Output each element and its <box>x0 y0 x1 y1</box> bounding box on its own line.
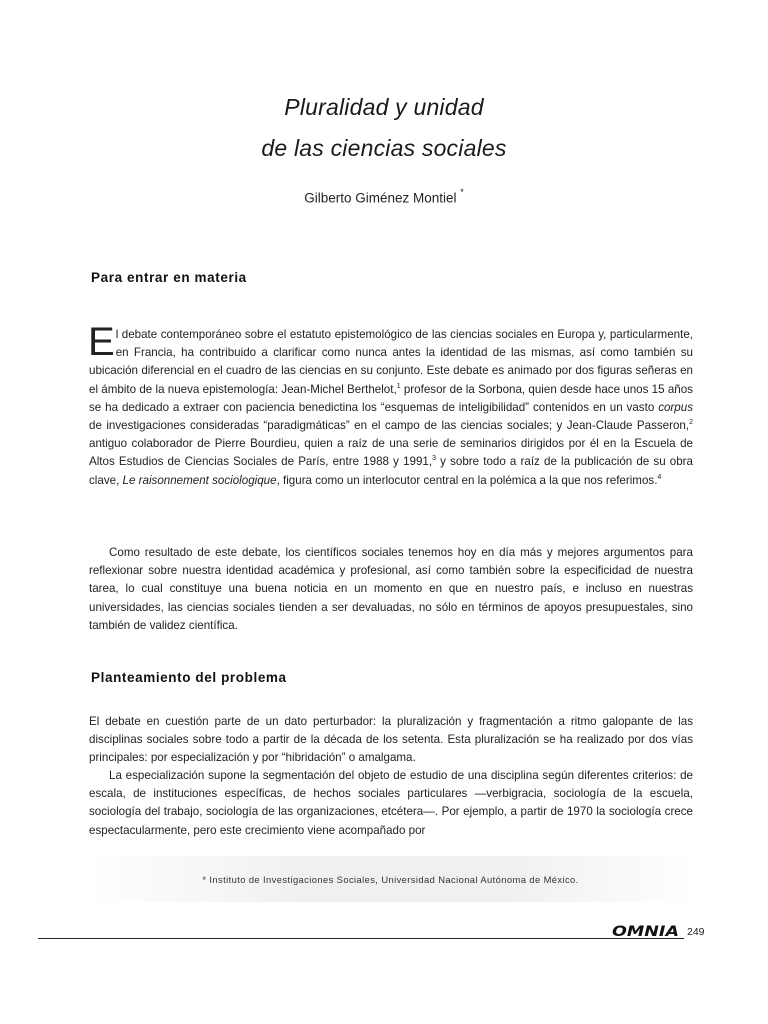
paragraph-3: El debate en cuestión parte de un dato perturbador: la pluralización y fragmentación a ritmo galopante de las disciplinas sociales sobre todo a partir de la década de los setenta. Esta pluralización se ha realizado por dos vías principales: por especialización y por “hibridación” o amalgama. <box>89 715 693 765</box>
paragraph-1-text-c: de investigaciones consideradas “paradigmáticas” en el campo de las ciencias sociales; y Jean-Claude Passeron, <box>89 419 690 433</box>
paragraph-4: La especialización supone la segmentación del objeto de estudio de una disciplina según diferentes criterios: de escala, de instituciones específicas, de hechos sociales particulares —verbigracia, sociología de la escuela, sociología del trabajo, sociología de las organizaciones, etcétera—. Por ejemplo, a partir de 1970 la sociología crece espectacularmente, pero este crecimiento viene acompañado por <box>89 769 693 837</box>
section-heading-problem: Planteamiento del problema <box>91 670 287 685</box>
footnote-ref-1[interactable]: 1 <box>396 382 401 390</box>
journal-logo: OMNIA <box>612 924 679 940</box>
paragraph-1-text-b: profesor de la Sorbona, quien desde hace unos 15 años se ha dedicado a extraer con paciencia benedictina los “esquemas de inteligibilidad” contenidos en un vasto <box>89 382 693 414</box>
author-footnote-mark: * <box>460 187 464 197</box>
author-name: Gilberto Giménez Montiel <box>304 190 457 206</box>
paragraph-1-text-d: antiguo colaborador de Pierre Bourdieu, quien a raíz de una serie de seminarios dirigidos por él en la Escuela de Altos Estudios de Ciencias Sociales de París, entre 1988 y 1991, <box>89 437 693 469</box>
footnote-ref-4[interactable]: 4 <box>657 473 662 481</box>
article-title-line-1: Pluralidad y unidad <box>284 94 484 120</box>
paragraph-1 <box>88 320 693 490</box>
book-title: Le raisonnement sociologique <box>122 473 277 487</box>
paragraph-1-text-f: , figura como un interlocutor central en la polémica a la que nos referimos. <box>276 473 658 487</box>
article-title-line-2: de las ciencias sociales <box>261 135 507 161</box>
paragraph-1-text-e: y sobre todo a raíz de la publicación de su obra clave, <box>89 455 693 487</box>
author-affiliation-footnote: * Instituto de Investigaciones Sociales, Universidad Nacional Autónoma de México. <box>202 874 579 885</box>
drop-cap: E <box>88 320 115 364</box>
paragraph-1-text-a: l debate contemporáneo sobre el estatuto epistemológico de las ciencias sociales en Europa y, particularmente, en Francia, ha contribuido a clarificar como nunca antes la identidad de las mismas, así como también su ubicación diferencial en el cuadro de las ciencias en su conjunto. Este debate es animado por dos figuras señeras en el ámbito de la nueva epistemología: Jean-Michel Berthelot, <box>89 328 693 396</box>
author-byline <box>0 189 768 206</box>
corpus-term: corpus <box>658 400 693 414</box>
paragraph-2: Como resultado de este debate, los científicos sociales tenemos hoy en día más y mejores argumentos para reflexionar sobre nuestra identidad académica y profesional, así como también sobre la especificidad de nuestra tarea, lo cual constituye una buena noticia en un momento en que en nuestro país, e incluso en nuestras universidades, las ciencias sociales tienden a ser devaluadas, no sólo en términos de apoyos presupuestales, sino también de validez científica. <box>89 546 693 632</box>
footer-rule <box>38 938 684 939</box>
footnote-ref-3[interactable]: 3 <box>432 455 436 463</box>
section-heading-intro: Para entrar en materia <box>91 270 247 285</box>
page-number: 249 <box>687 926 705 938</box>
footnote-ref-2[interactable]: 2 <box>689 419 693 427</box>
